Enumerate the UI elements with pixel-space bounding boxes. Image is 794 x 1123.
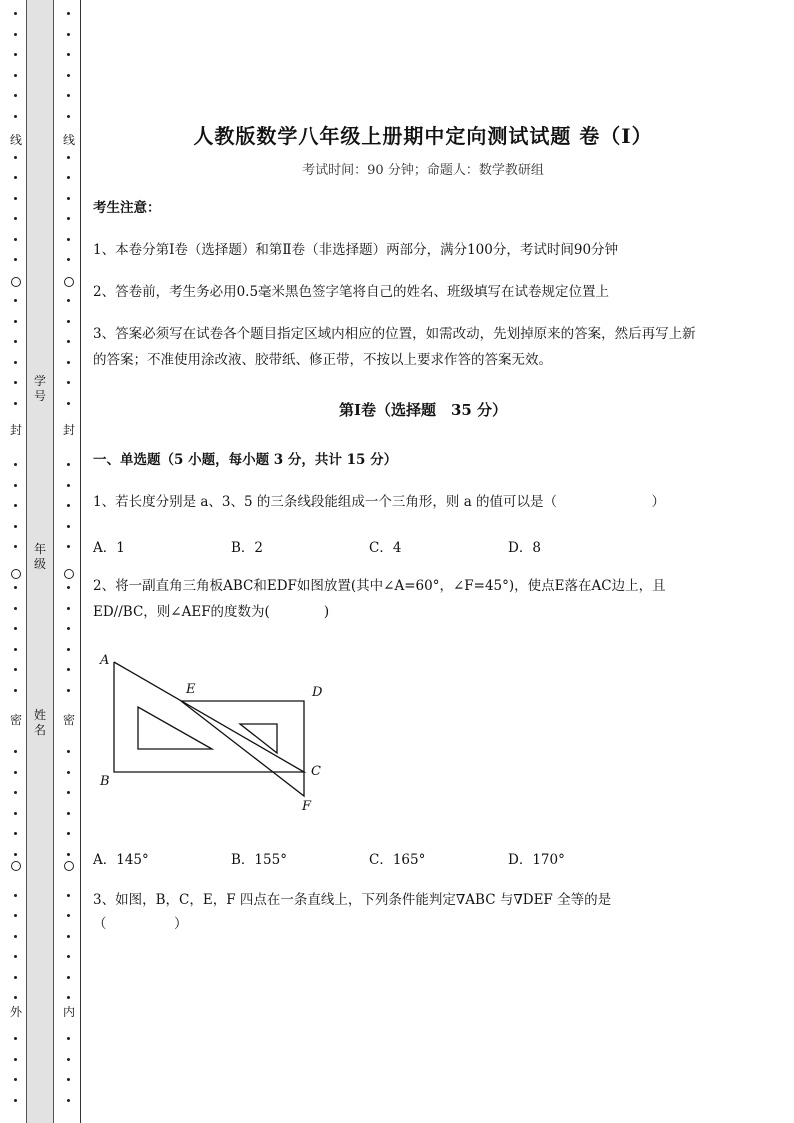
seal-dot xyxy=(67,299,70,302)
inner-seal-char: 封 xyxy=(62,423,75,437)
seal-dot xyxy=(14,627,17,630)
seal-dot xyxy=(67,525,70,528)
seal-dot xyxy=(67,340,70,343)
seal-dot xyxy=(14,74,17,77)
seal-dot xyxy=(14,955,17,958)
notice-item: 2、答卷前，考生务必用0.5毫米黑色签字笔将自己的姓名、班级填写在试卷规定位置上 xyxy=(93,284,610,300)
student-id-label: 学号 xyxy=(33,374,46,403)
seal-circle-icon xyxy=(11,277,21,287)
seal-dot xyxy=(67,94,70,97)
seal-dot xyxy=(14,176,17,179)
seal-dot xyxy=(14,976,17,979)
seal-dot xyxy=(67,853,70,856)
notice-item: 1、本卷分第Ⅰ卷（选择题）和第Ⅱ卷（非选择题）两部分，满分100分，考试时间90分钟 xyxy=(93,242,619,258)
seal-dot xyxy=(67,1099,70,1102)
seal-dot xyxy=(14,1037,17,1040)
outer-seal-char: 线 xyxy=(9,133,22,147)
seal-dot xyxy=(14,545,17,548)
seal-dot xyxy=(14,832,17,835)
seal-dot xyxy=(14,12,17,15)
seal-dot xyxy=(14,238,17,241)
seal-dot xyxy=(14,996,17,999)
binding-margin xyxy=(0,0,82,1123)
name-label: 姓名 xyxy=(33,708,46,737)
seal-dot xyxy=(67,12,70,15)
question-2-option-a[interactable]: A．145° xyxy=(93,852,149,868)
seal-dot xyxy=(14,53,17,56)
exam-subtitle: 考试时间：90 分钟；命题人：数学教研组 xyxy=(302,163,544,178)
seal-dot xyxy=(67,381,70,384)
seal-dot xyxy=(14,586,17,589)
seal-dot xyxy=(14,853,17,856)
outer-seal-line xyxy=(10,0,22,1123)
seal-dot xyxy=(14,402,17,405)
seal-dot xyxy=(14,1078,17,1081)
question-1-stem: 1、若长度分别是 a、3、5 的三条线段能组成一个三角形，则 a 的值可以是（ ） xyxy=(93,494,666,510)
seal-dot xyxy=(14,94,17,97)
inner-seal-line xyxy=(63,0,75,1123)
triangle-set-figure xyxy=(93,645,343,820)
section-title: 第Ⅰ卷（选择题 35 分） xyxy=(338,401,508,419)
seal-dot xyxy=(14,750,17,753)
seal-circle-icon xyxy=(64,569,74,579)
seal-dot xyxy=(14,1099,17,1102)
seal-dot xyxy=(67,33,70,36)
seal-dot xyxy=(14,607,17,610)
seal-dot xyxy=(67,156,70,159)
seal-dot xyxy=(14,340,17,343)
seal-dot xyxy=(14,381,17,384)
notice-item: 的答案；不准使用涂改液、胶带纸、修正带，不按以上要求作答的答案无效。 xyxy=(93,352,552,368)
seal-dot xyxy=(67,545,70,548)
seal-dot xyxy=(67,402,70,405)
seal-circle-icon xyxy=(64,861,74,871)
seal-dot xyxy=(67,791,70,794)
question-2-option-d[interactable]: D．170° xyxy=(508,852,565,868)
question-1-option-d[interactable]: D．8 xyxy=(508,540,541,556)
seal-dot xyxy=(67,504,70,507)
seal-dot xyxy=(67,258,70,261)
figure-label-c: C xyxy=(311,764,321,779)
figure-label-f: F xyxy=(302,799,312,814)
seal-dot xyxy=(67,586,70,589)
seal-dot xyxy=(67,197,70,200)
seal-dot xyxy=(14,935,17,938)
question-2-stem: ED//BC，则∠AEF的度数为( ) xyxy=(93,604,330,620)
question-1-option-b[interactable]: B．2 xyxy=(231,540,264,556)
seal-dot xyxy=(67,1078,70,1081)
figure-label-a: A xyxy=(100,653,110,668)
seal-dot xyxy=(67,914,70,917)
seal-circle-icon xyxy=(64,277,74,287)
seal-dot xyxy=(67,750,70,753)
seal-dot xyxy=(14,525,17,528)
seal-dot xyxy=(67,53,70,56)
question-3-stem: （ ） xyxy=(93,916,188,932)
seal-dot xyxy=(14,812,17,815)
seal-dot xyxy=(67,115,70,118)
seal-dot xyxy=(14,361,17,364)
seal-dot xyxy=(67,484,70,487)
seal-dot xyxy=(67,996,70,999)
seal-dot xyxy=(14,484,17,487)
notice-heading: 考生注意： xyxy=(93,200,161,216)
seal-dot xyxy=(67,238,70,241)
seal-dot xyxy=(14,463,17,466)
seal-dot xyxy=(67,832,70,835)
seal-dot xyxy=(67,935,70,938)
inner-seal-char: 线 xyxy=(62,133,75,147)
question-3-stem: 3、如图，B，C，E，F 四点在一条直线上，下列条件能判定∇ABC 与∇DEF 全等的是 xyxy=(93,892,612,908)
seal-dot xyxy=(67,607,70,610)
figure-label-b: B xyxy=(100,774,110,789)
seal-dot xyxy=(67,955,70,958)
seal-dot xyxy=(67,463,70,466)
seal-circle-icon xyxy=(11,569,21,579)
seal-dot xyxy=(67,1037,70,1040)
triangle-abc-cutout xyxy=(138,707,212,749)
seal-dot xyxy=(67,217,70,220)
seal-dot xyxy=(14,320,17,323)
seal-dot xyxy=(67,320,70,323)
seal-dot xyxy=(14,33,17,36)
seal-dot xyxy=(14,115,17,118)
question-2-stem: 2、将一副直角三角板ABC和EDF如图放置(其中∠A=60°，∠F=45°)，使点E落在AC边上，且 xyxy=(93,578,666,594)
seal-dot xyxy=(14,217,17,220)
outer-seal-char: 外 xyxy=(9,1005,22,1019)
outer-seal-char: 密 xyxy=(9,713,22,727)
seal-dot xyxy=(14,299,17,302)
seal-dot xyxy=(14,894,17,897)
seal-dot xyxy=(67,668,70,671)
seal-dot xyxy=(14,791,17,794)
seal-dot xyxy=(14,668,17,671)
triangle-abc xyxy=(114,662,304,772)
seal-dot xyxy=(14,197,17,200)
seal-dot xyxy=(67,176,70,179)
seal-dot xyxy=(67,812,70,815)
seal-dot xyxy=(67,771,70,774)
notice-item: 3、答案必须写在试卷各个题目指定区域内相应的位置，如需改动，先划掉原来的答案，然后再写上新 xyxy=(93,326,696,342)
seal-circle-icon xyxy=(11,861,21,871)
figure-label-d: D xyxy=(312,685,323,700)
seal-dot xyxy=(67,361,70,364)
seal-dot xyxy=(14,504,17,507)
seal-dot xyxy=(14,258,17,261)
seal-dot xyxy=(67,74,70,77)
seal-dot xyxy=(14,689,17,692)
seal-dot xyxy=(67,648,70,651)
seal-dot xyxy=(14,156,17,159)
seal-dot xyxy=(14,1058,17,1061)
question-2-option-c[interactable]: C．165° xyxy=(369,852,426,868)
grade-label: 年级 xyxy=(33,542,46,571)
part-heading: 一、单选题（5 小题，每小题 3 分，共计 15 分） xyxy=(93,452,398,468)
question-1-option-a[interactable]: A．1 xyxy=(93,540,125,556)
question-2-option-b[interactable]: B．155° xyxy=(231,852,287,868)
seal-dot xyxy=(67,1058,70,1061)
seal-dot xyxy=(14,648,17,651)
figure-label-e: E xyxy=(186,682,196,697)
seal-dot xyxy=(67,976,70,979)
margin-divider-line xyxy=(80,0,81,1123)
question-1-option-c[interactable]: C．4 xyxy=(369,540,402,556)
inner-seal-char: 密 xyxy=(62,713,75,727)
seal-dot xyxy=(67,894,70,897)
seal-dot xyxy=(14,914,17,917)
exam-title: 人教版数学八年级上册期中定向测试试题 卷（Ⅰ） xyxy=(193,124,653,148)
outer-seal-char: 封 xyxy=(9,423,22,437)
seal-dot xyxy=(67,627,70,630)
inner-seal-char: 内 xyxy=(62,1005,75,1019)
seal-dot xyxy=(67,689,70,692)
seal-dot xyxy=(14,771,17,774)
